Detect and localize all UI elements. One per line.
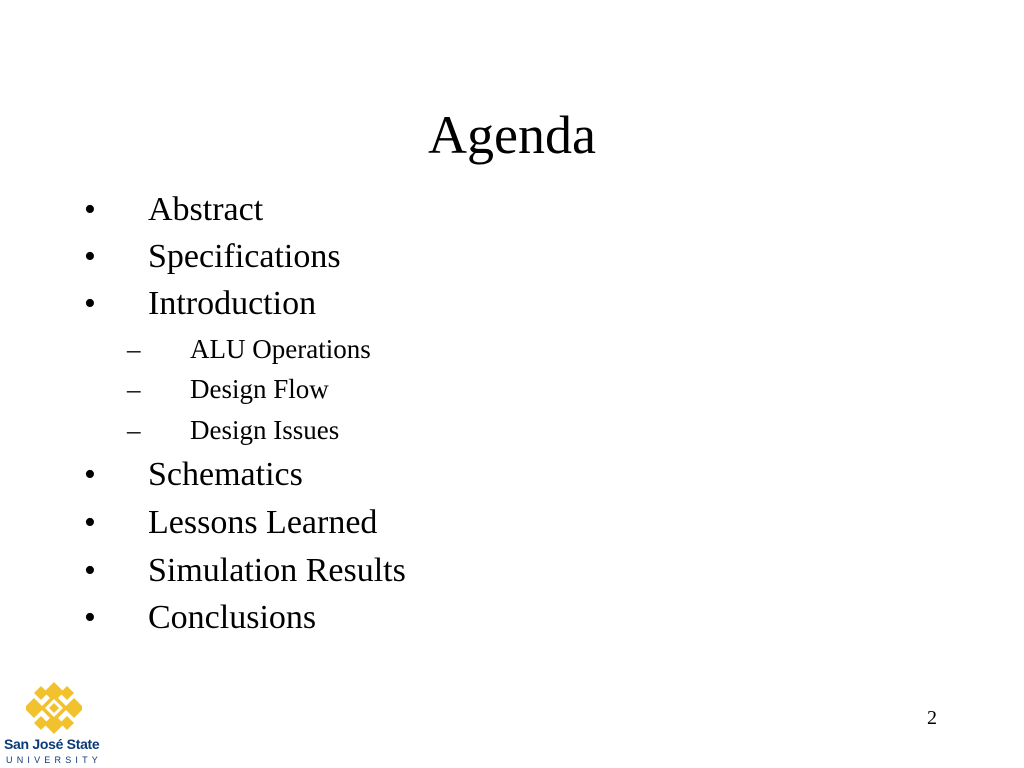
sjsu-logo-icon xyxy=(26,682,82,734)
bullet-marker: • xyxy=(84,191,96,228)
dash-marker: – xyxy=(127,334,141,364)
agenda-item-label: Specifications xyxy=(148,238,341,275)
agenda-item-label: Schematics xyxy=(148,456,303,493)
bullet-marker: • xyxy=(84,285,96,322)
logo-name: San José State xyxy=(4,736,100,752)
agenda-item-label: Lessons Learned xyxy=(148,504,378,541)
agenda-item-label: Conclusions xyxy=(148,599,317,636)
university-logo xyxy=(0,676,110,768)
dash-marker: – xyxy=(127,415,141,445)
dash-marker: – xyxy=(127,374,141,404)
agenda-subitem-label: Design Issues xyxy=(190,415,340,445)
agenda-subitem-label: ALU Operations xyxy=(190,334,371,364)
agenda-item-label: Introduction xyxy=(148,285,317,322)
bullet-marker: • xyxy=(84,456,96,493)
bullet-marker: • xyxy=(84,599,96,636)
bullet-marker: • xyxy=(84,504,96,541)
logo-subtitle: UNIVERSITY xyxy=(6,755,103,765)
page-number: 2 xyxy=(927,707,937,729)
slide-title: Agenda xyxy=(428,105,596,165)
agenda-item-label: Abstract xyxy=(148,191,264,228)
agenda-item-label: Simulation Results xyxy=(148,552,406,589)
bullet-marker: • xyxy=(84,552,96,589)
agenda-subitem-label: Design Flow xyxy=(190,374,329,404)
bullet-marker: • xyxy=(84,238,96,275)
